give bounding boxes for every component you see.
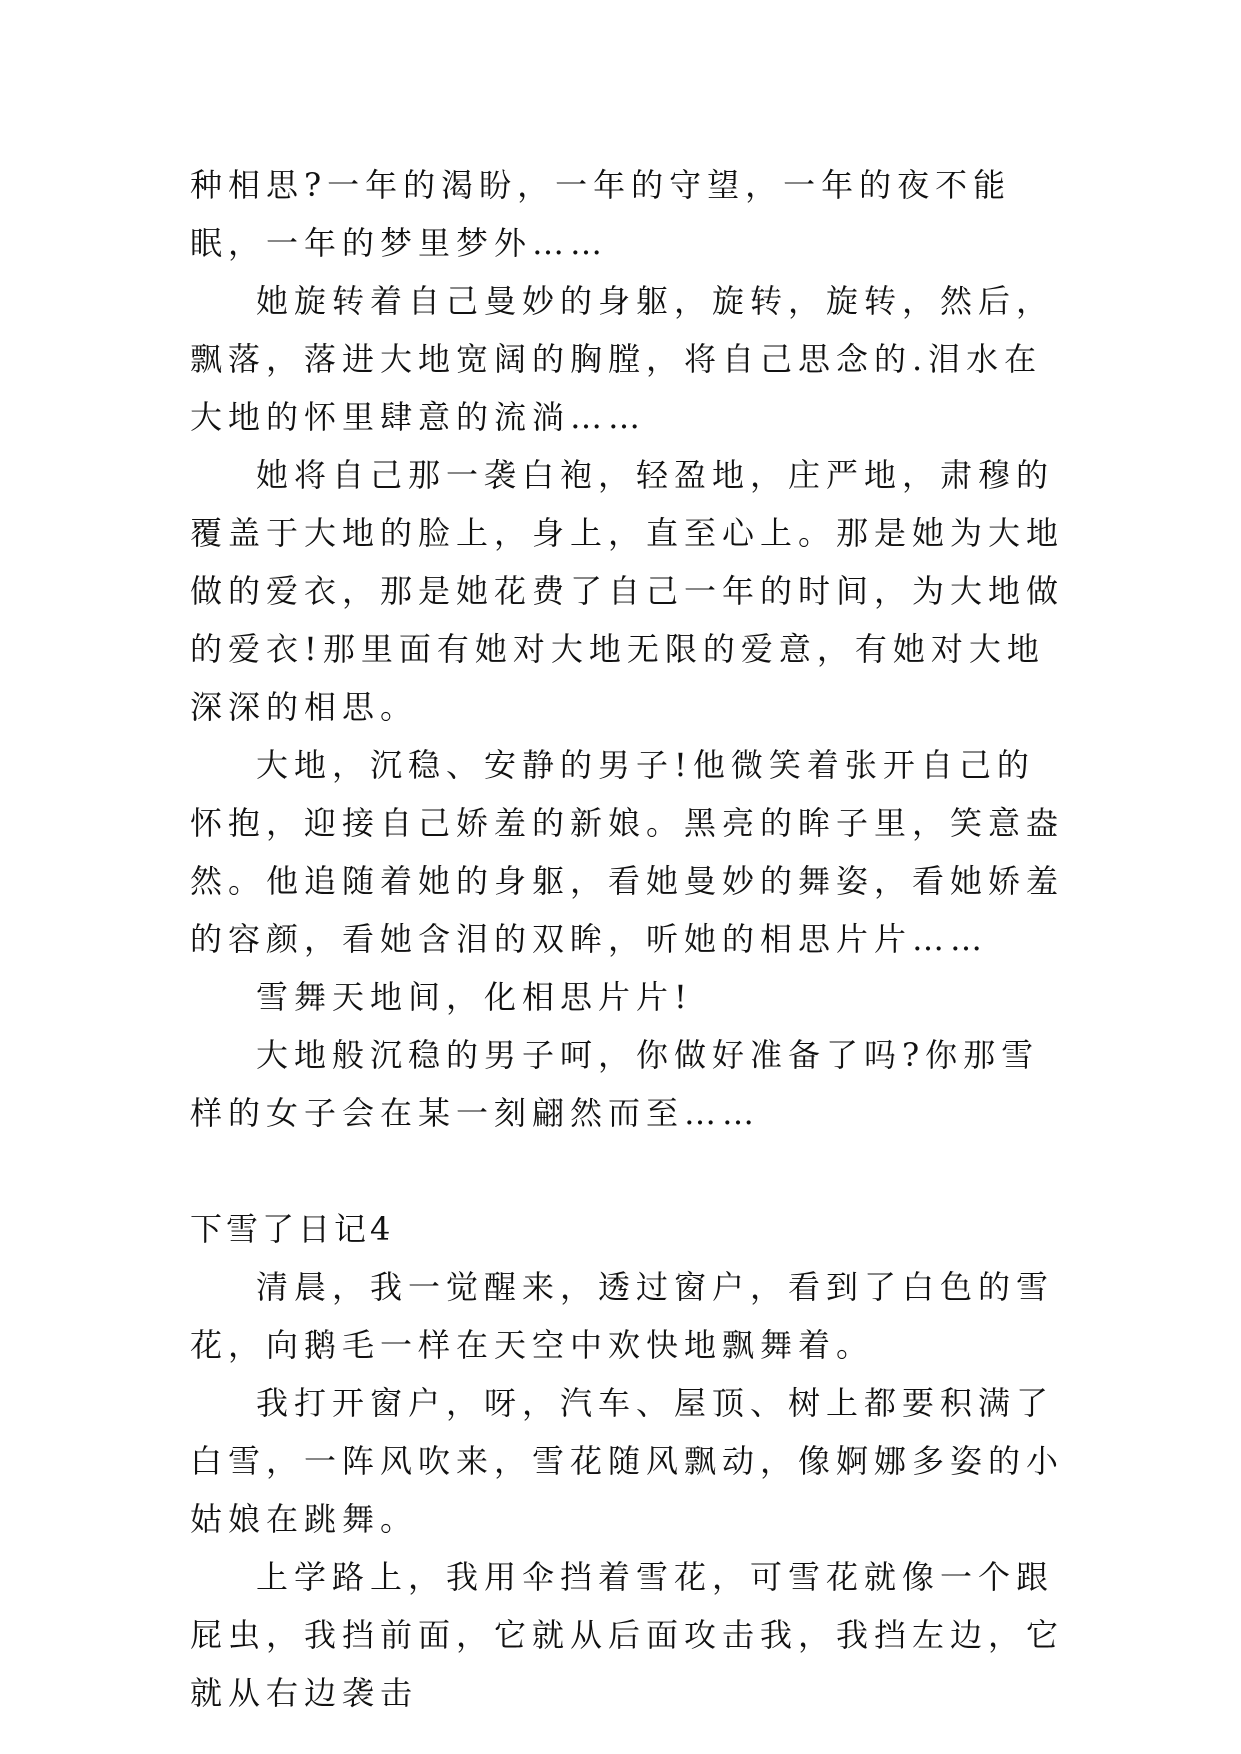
paragraph: 我打开窗户，呀，汽车、屋顶、树上都要积满了白雪，一阵风吹来，雪花随风飘动，像婀娜多姿的小姑娘在跳舞。 bbox=[190, 1384, 1065, 1538]
paragraph: 大地，沉稳、安静的男子!他微笑着张开自己的怀抱，迎接自己娇羞的新娘。黑亮的眸子里，笑意盎然。他追随着她的身躯，看她曼妙的舞姿，看她娇羞的容颜，看她含泪的双眸，听她的相思片片…… bbox=[190, 746, 1065, 958]
paragraph: 她旋转着自己曼妙的身躯，旋转，旋转，然后，飘落，落进大地宽阔的胸膛，将自己思念的.泪水在大地的怀里肆意的流淌…… bbox=[190, 282, 1055, 436]
paragraph: 大地般沉稳的男子呵，你做好准备了吗?你那雪样的女子会在某一刻翩然而至…… bbox=[190, 1036, 1040, 1132]
paragraph: 她将自己那一袭白袍，轻盈地，庄严地，肃穆的覆盖于大地的脸上，身上，直至心上。那是她为大地做的爱衣，那是她花费了自己一年的时间，为大地做的爱衣!那里面有她对大地无限的爱意，有她对大地深深的相思。 bbox=[190, 456, 1065, 726]
document-body bbox=[190, 156, 1070, 1722]
paragraph: 雪舞天地间，化相思片片! bbox=[256, 978, 693, 1016]
paragraph: 上学路上，我用伞挡着雪花，可雪花就像一个跟屁虫，我挡前面，它就从后面攻击我，我挡左边，它就从右边袭击 bbox=[190, 1558, 1065, 1712]
paragraph: 清晨，我一觉醒来，透过窗户，看到了白色的雪花，向鹅毛一样在天空中欢快地飘舞着。 bbox=[190, 1268, 1055, 1364]
paragraph: 种相思?一年的渴盼，一年的守望，一年的夜不能眠，一年的梦里梦外…… bbox=[190, 166, 1012, 262]
section-title: 下雪了日记4 bbox=[190, 1210, 395, 1248]
